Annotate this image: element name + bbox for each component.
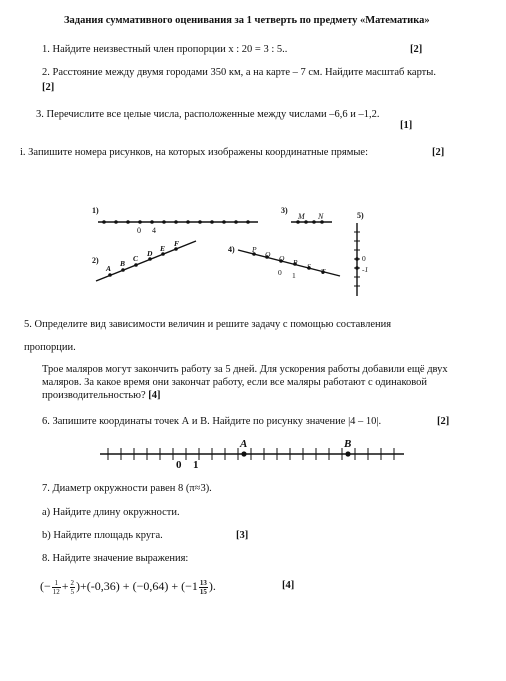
fig4-point-R: R [293,258,298,267]
expr-plus: + [61,579,69,593]
fig3-label: 3) [281,206,288,215]
fig5-tick-0: 0 [362,254,366,263]
fraction-13-15: $\frac{13}{15}$ [199,578,207,596]
fig4-tick-1: 1 [292,271,296,280]
fig5-label: 5) [357,211,364,220]
question-8-expression [40,576,216,596]
fig5-tick-minus-1: -1 [362,265,369,274]
fig4-point-Q: Q [265,250,271,259]
question-8-text: 8. Найдите значение выражения: [42,553,189,564]
question-4-score: [2] [432,147,445,158]
question-3-text: 3. Перечислите все целые числа, расположенные между числами –6,6 и –1,2. [36,109,380,120]
fig2-point-E: E [160,244,166,253]
fraction-1-12: $\frac{1}{12}$ [52,578,60,596]
expr-middle: )+(-0,36) + (−0,64) + (−1 [76,579,198,593]
question-1-text: 1. Найдите неизвестный член пропорции x : 20 = 3 : 5.. [42,44,288,55]
q6-tick-1: 1 [193,459,199,471]
fig1-tick-4: 4 [152,226,156,235]
question-5-line2: пропорции. [24,342,76,353]
question-6-score: [2] [437,416,450,427]
question-7-a: а) Найдите длину окружности. [42,507,180,518]
fig5-dot-minus-one [355,266,359,270]
fraction-2-5: $\frac{2}{5}$ [70,578,75,596]
fig2-point-D: D [147,249,153,258]
q6-label-B: B [344,438,352,450]
question-3-score: [1] [400,120,413,131]
page-title: Задания суммативного оценивания за 1 четверть по предмету «Математика» [64,15,430,26]
q6-tick-0: 0 [176,459,182,471]
fig4-point-O: O [279,254,285,263]
fig4-label: 4) [228,245,235,254]
question-7-text: 7. Диаметр окружности равен 8 (π≈3). [42,483,212,494]
question-5-body [42,363,474,402]
fig1-tick-0: 0 [137,226,141,235]
fig2-label: 2) [92,256,99,265]
fig4-tick-0: 0 [278,268,282,277]
question-4-text: і. Запишите номера рисунков, на которых изображены координатные прямые: [20,147,368,158]
fig3-point-M: M [298,212,305,221]
question-6-text: 6. Запишите координаты точек А и В. Найдите по рисунку значение |4 – 10|. [42,416,382,427]
fig4-point-P: P [252,245,257,254]
question-8-score: [4] [282,580,295,591]
fig4-point-S: S [307,262,311,271]
fig2-point-C: C [133,254,139,263]
question-7-score: [3] [236,530,249,541]
question-7-b: b) Найдите площадь круга. [42,530,163,541]
question-5-problem: Трое маляров могут закончить работу за 5 дней. Для ускорения работы добавили ещё двух маляров. За какое время они закончат работу, если все маляры работают с одинаковой производительностью? [42,364,448,401]
question-5-line1: 5. Определите вид зависимости величин и решите задачу с помощью составления [24,319,392,330]
question-1-score: [2] [410,44,423,55]
fig4-point-T: T [321,267,326,276]
fig1-label: 1) [92,206,99,215]
fig5-dot-zero [355,257,359,261]
question-2-score: [2] [42,82,55,93]
q6-point-A [241,451,246,456]
expr-close: ). [208,579,216,593]
question-2-text: 2. Расстояние между двумя городами 350 км, а на карте – 7 см. Найдите масштаб карты. [42,67,436,78]
fig2-point-A: A [106,264,112,273]
expr-open: (− [40,579,51,593]
fig2-point-B: B [120,259,126,268]
q6-point-B [345,451,350,456]
question-5-score: [4] [148,390,161,401]
q6-label-A: A [240,438,248,450]
fig3-point-N: N [318,212,324,221]
fig2-point-F: F [174,239,180,248]
